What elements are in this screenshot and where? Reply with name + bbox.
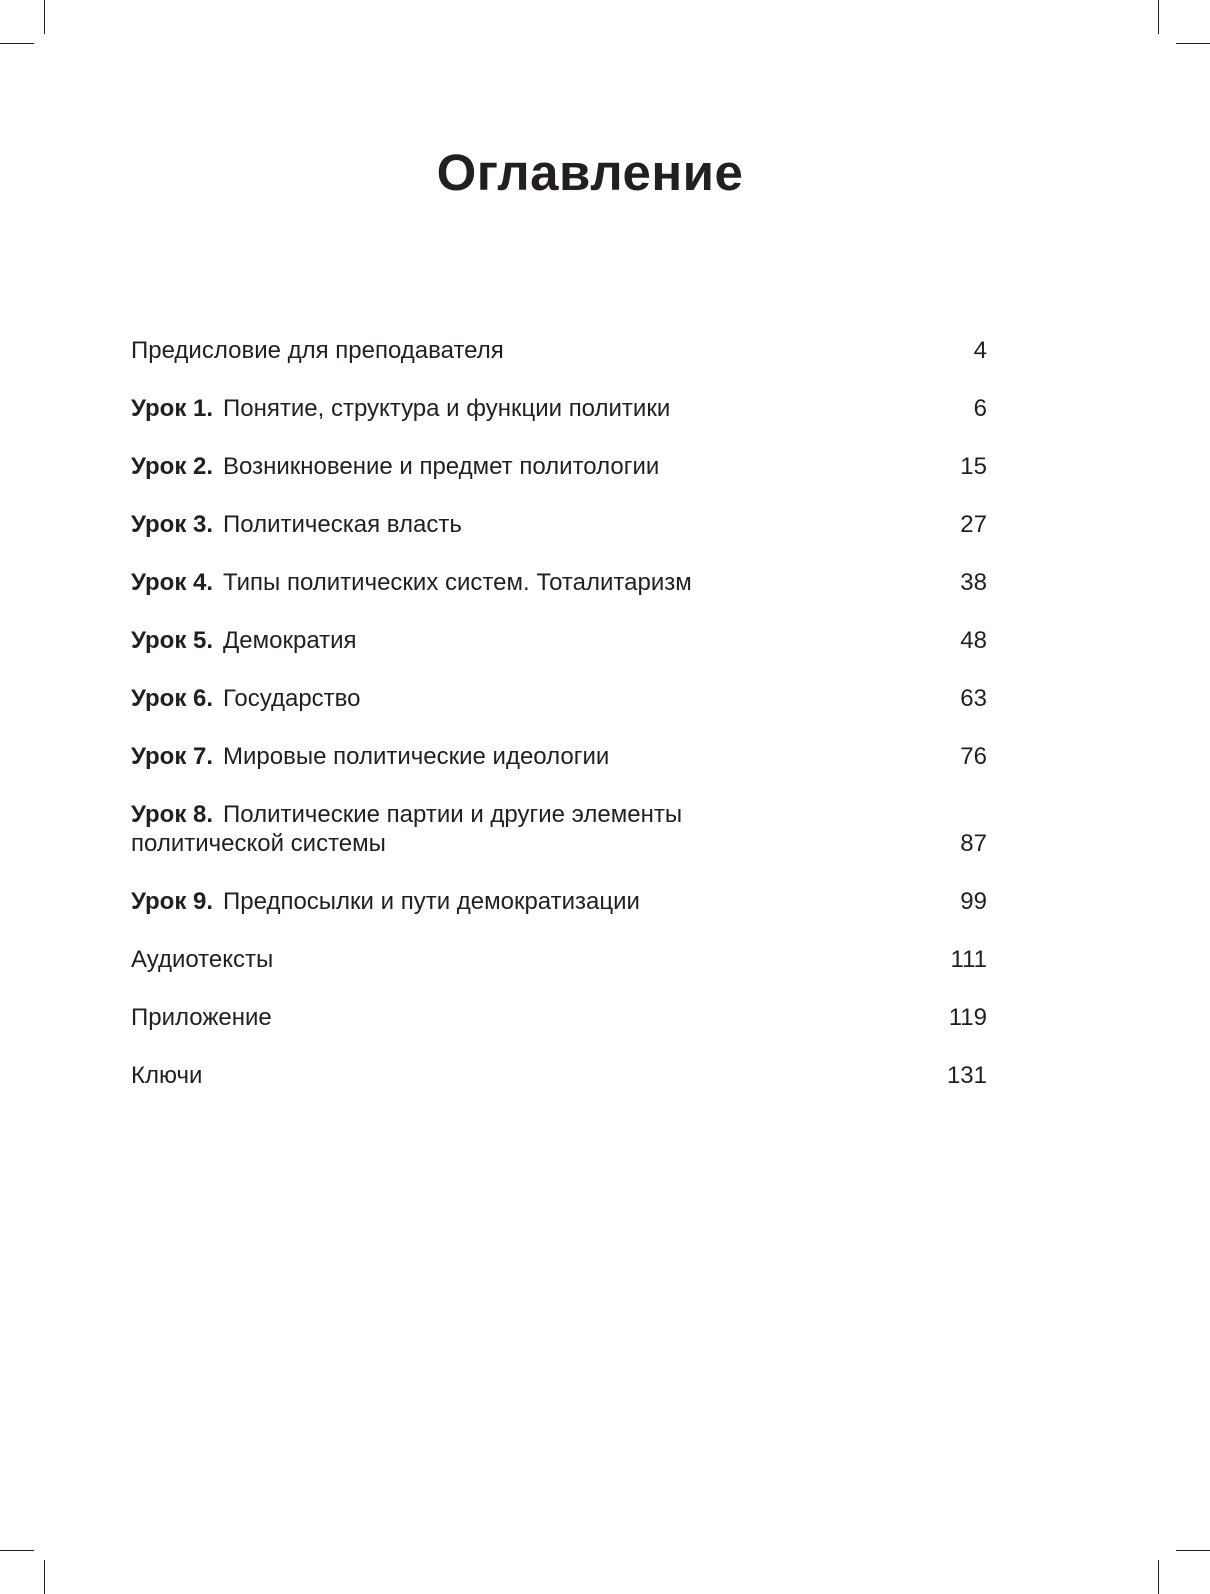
toc-entry-title: Приложение [131,1004,272,1031]
toc-entry-title: Политическая власть [223,511,462,538]
toc-entry-lesson-9[interactable] [131,887,987,916]
toc-entry-title: Предисловие для преподавателя [131,337,504,364]
toc-entry-text [131,452,771,481]
toc-entry-title: Возникновение и предмет политологии [223,453,660,480]
crop-mark-top-right [1158,0,1159,34]
toc-entry-text [131,626,771,655]
crop-mark-top-left [44,0,45,34]
toc-entry-page: 63 [960,685,987,712]
crop-mark-top-right-h [1176,43,1210,44]
toc-entry-page: 111 [950,946,987,973]
toc-entry-lesson: Урок 4. [131,569,214,596]
toc-entry-audiotexts[interactable] [131,945,987,974]
toc-entry-lesson-4[interactable] [131,568,987,597]
toc-entry-lesson-1[interactable] [131,394,987,423]
toc-entry-text [131,742,771,771]
crop-mark-bottom-right-h [1176,1550,1210,1551]
toc-entry-title: Аудиотексты [131,946,274,973]
toc-entry-page: 27 [960,511,987,538]
toc-entry-lesson: Урок 6. [131,685,214,712]
toc-entry-page: 48 [960,627,987,654]
toc-entry-title: Государство [223,685,361,712]
toc-entry-lesson-7[interactable] [131,742,987,771]
toc-entry-page: 131 [946,1062,987,1089]
crop-mark-bottom-right [1158,1560,1159,1594]
toc-entry-page: 99 [960,888,987,915]
toc-entry-text [131,394,771,423]
toc-entry-lesson-8[interactable] [131,800,987,858]
toc-entry-text [131,1003,771,1032]
toc-entry-text [131,1061,771,1090]
toc-entry-lesson-3[interactable] [131,510,987,539]
toc-entry-lesson: Урок 1. [131,395,214,422]
toc-entry-title: Мировые политические идеологии [223,743,610,770]
toc-entry-appendix[interactable] [131,1003,987,1032]
toc-entry-lesson: Урок 7. [131,743,214,770]
table-of-contents [131,336,987,1119]
toc-entry-lesson-5[interactable] [131,626,987,655]
toc-entry-title: Понятие, структура и функции политики [223,395,671,422]
toc-entry-lesson: Урок 3. [131,511,214,538]
page-title: Оглавление [436,144,744,201]
toc-entry-lesson: Урок 9. [131,888,214,915]
toc-entry-text [131,684,771,713]
toc-entry-page: 4 [973,337,987,364]
crop-mark-bottom-left [44,1560,45,1594]
toc-entry-keys[interactable] [131,1061,987,1090]
toc-entry-title: Ключи [131,1062,203,1089]
toc-entry-page: 119 [948,1004,987,1031]
crop-mark-bottom-left-h [0,1550,34,1551]
toc-entry-text [131,510,771,539]
toc-entry-preface[interactable] [131,336,987,365]
toc-entry-page: 15 [960,453,987,480]
toc-entry-page: 87 [960,830,987,857]
toc-entry-text [131,945,771,974]
toc-entry-lesson-6[interactable] [131,684,987,713]
toc-entry-page: 38 [960,569,987,596]
toc-entry-title: Типы политических систем. Тоталитаризм [223,569,692,596]
toc-entry-page: 6 [973,395,987,422]
toc-entry-lesson: Урок 5. [131,627,214,654]
toc-entry-title: Демократия [223,627,357,654]
toc-entry-title: Предпосылки и пути демократизации [223,888,640,915]
toc-entry-text [131,800,731,858]
toc-entry-page: 76 [960,743,987,770]
crop-mark-top-left-h [0,43,34,44]
toc-entry-text [131,568,771,597]
toc-entry-lesson: Урок 8. [131,801,214,828]
toc-entry-text [131,336,771,365]
toc-entry-lesson-2[interactable] [131,452,987,481]
toc-entry-text [131,887,771,916]
toc-entry-lesson: Урок 2. [131,453,214,480]
toc-entry-title: Политические партии и другие элементы политической системы [131,801,683,857]
